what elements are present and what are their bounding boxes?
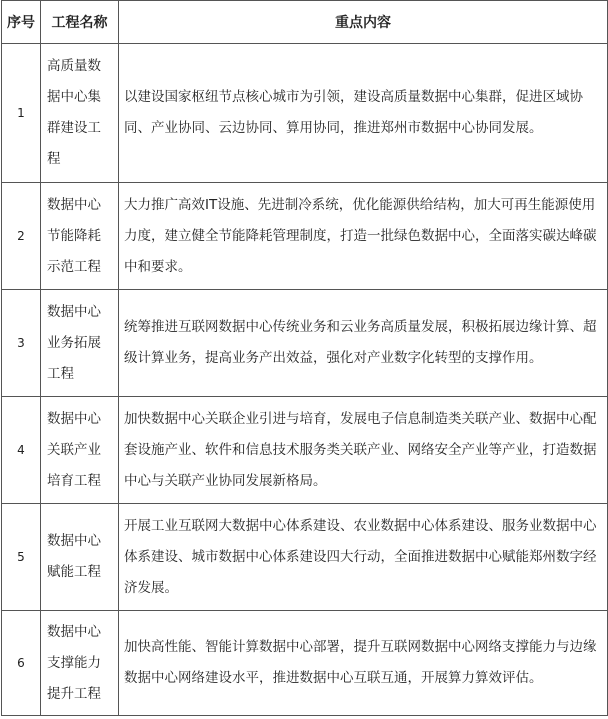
- header-index: 序号: [2, 1, 41, 44]
- row-index: 2: [2, 183, 41, 290]
- row-index: 3: [2, 290, 41, 397]
- project-name: 高质量数据中心集群建设工程: [41, 44, 119, 183]
- project-content: 统筹推进互联网数据中心传统业务和云业务高质量发展，积极拓展边缘计算、超级计算业务，提高业务产出效益，强化对产业数字化转型的支撑作用。: [119, 290, 608, 397]
- project-content: 以建设国家枢纽节点核心城市为引领，建设高质量数据中心集群，促进区域协同、产业协同、云边协同、算用协同，推进郑州市数据中心协同发展。: [119, 44, 608, 183]
- project-content: 加快数据中心关联企业引进与培育，发展电子信息制造类关联产业、数据中心配套设施产业、软件和信息技术服务类关联产业、网络安全产业等产业，打造数据中心与关联产业协同发展新格局。: [119, 397, 608, 504]
- project-name: 数据中心业务拓展工程: [41, 290, 119, 397]
- row-index: 4: [2, 397, 41, 504]
- project-content: 加快高性能、智能计算数据中心部署，提升互联网数据中心网络支撑能力与边缘数据中心网络建设水平，推进数据中心互联互通，开展算力算效评估。: [119, 611, 608, 716]
- header-row: [2, 1, 608, 44]
- project-name: 数据中心赋能工程: [41, 504, 119, 611]
- table-row: [2, 183, 608, 290]
- table-row: [2, 44, 608, 183]
- header-project-name: 工程名称: [41, 1, 119, 44]
- row-index: 1: [2, 44, 41, 183]
- table-row: [2, 611, 608, 716]
- project-content: 开展工业互联网大数据中心体系建设、农业数据中心体系建设、服务业数据中心体系建设、城市数据中心体系建设四大行动，全面推进数据中心赋能郑州数字经济发展。: [119, 504, 608, 611]
- project-name: 数据中心关联产业培育工程: [41, 397, 119, 504]
- projects-table: [1, 0, 608, 716]
- project-name: 数据中心节能降耗示范工程: [41, 183, 119, 290]
- project-content: 大力推广高效IT设施、先进制冷系统，优化能源供给结构，加大可再生能源使用力度，建立健全节能降耗管理制度，打造一批绿色数据中心，全面落实碳达峰碳中和要求。: [119, 183, 608, 290]
- table-row: [2, 397, 608, 504]
- project-name: 数据中心支撑能力提升工程: [41, 611, 119, 716]
- table-row: [2, 290, 608, 397]
- table-row: [2, 504, 608, 611]
- header-key-content: 重点内容: [119, 1, 608, 44]
- row-index: 5: [2, 504, 41, 611]
- row-index: 6: [2, 611, 41, 716]
